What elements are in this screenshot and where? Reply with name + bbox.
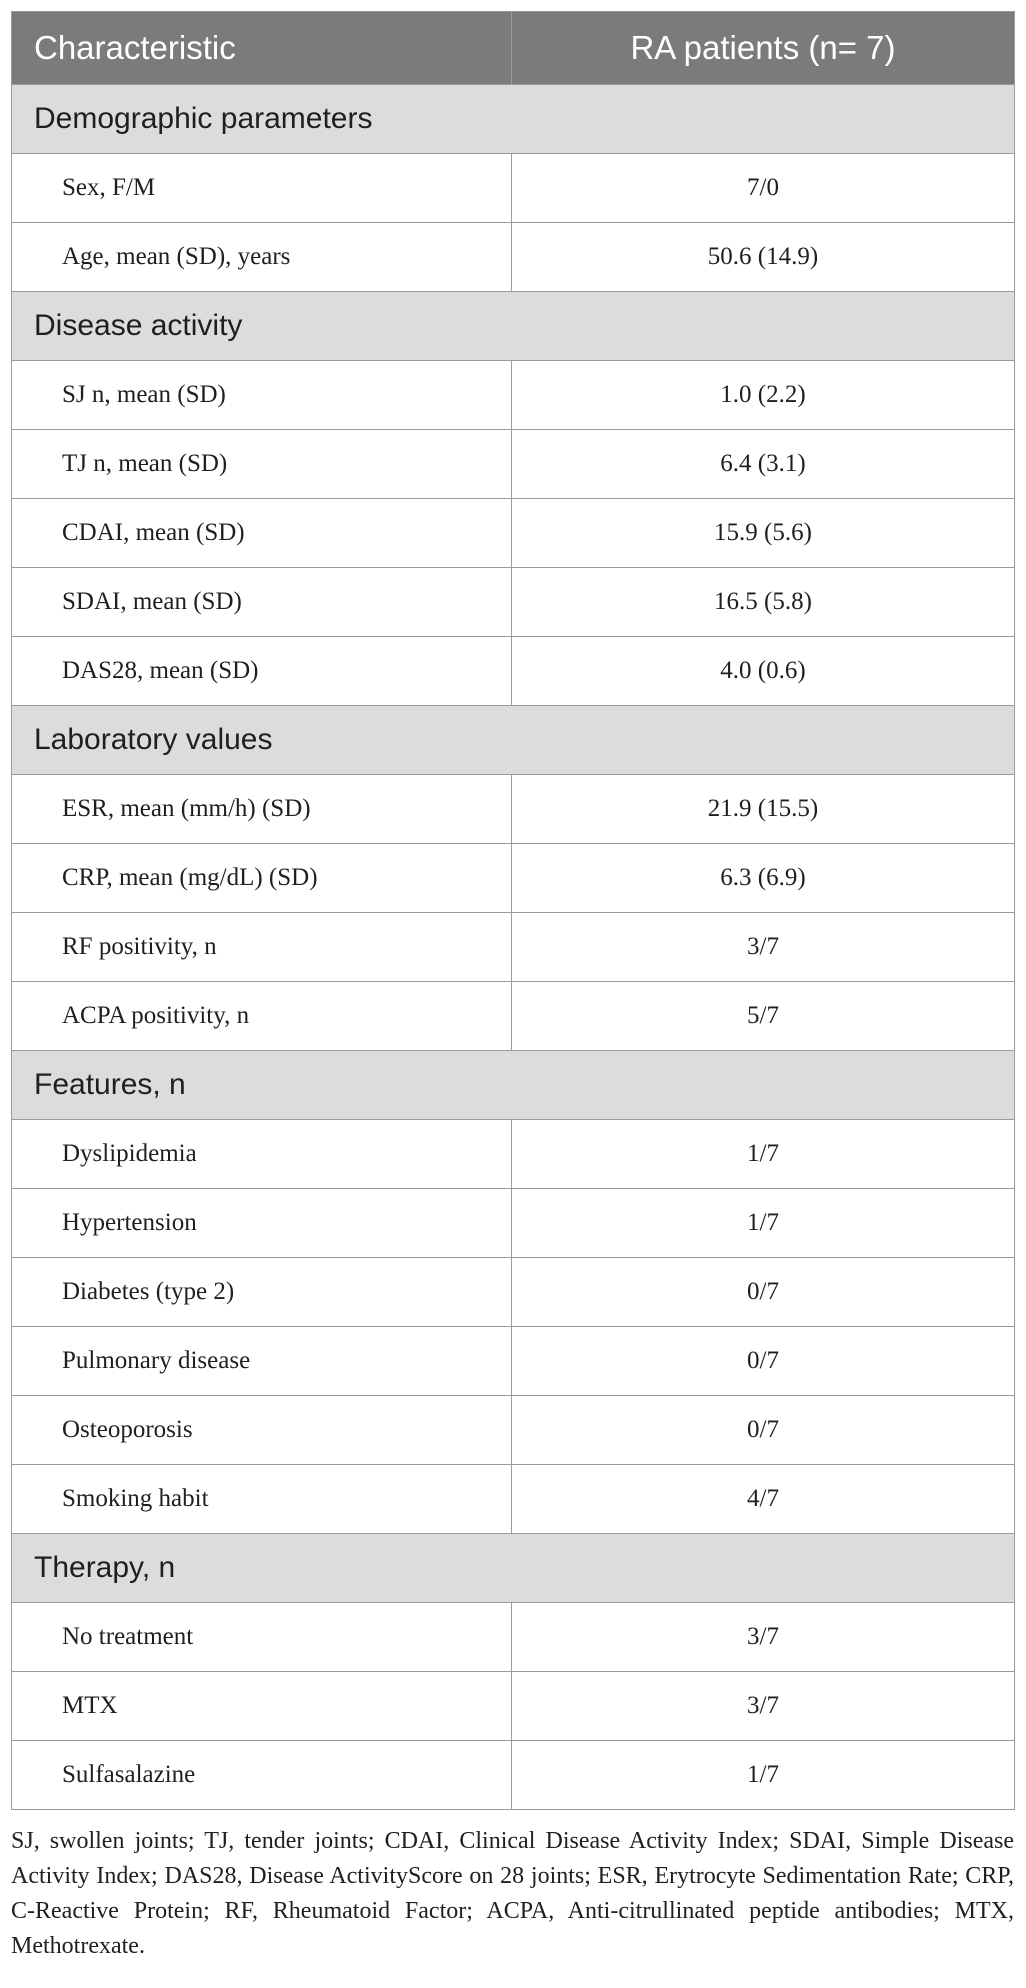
table-row: [12, 499, 1015, 568]
row-value: 1/7: [512, 1741, 1015, 1810]
row-label: No treatment: [12, 1603, 512, 1672]
table-row: [12, 1396, 1015, 1465]
row-value: 16.5 (5.8): [512, 568, 1015, 637]
section-row: [12, 1534, 1015, 1603]
table-row: [12, 430, 1015, 499]
row-value: 15.9 (5.6): [512, 499, 1015, 568]
table-header: [12, 12, 1015, 85]
row-value: 3/7: [512, 1672, 1015, 1741]
table-row: [12, 361, 1015, 430]
row-label: SDAI, mean (SD): [12, 568, 512, 637]
row-value: 0/7: [512, 1258, 1015, 1327]
table-row: [12, 1465, 1015, 1534]
section-title: Features, n: [12, 1051, 1015, 1120]
table-row: [12, 223, 1015, 292]
row-label: Diabetes (type 2): [12, 1258, 512, 1327]
row-value: 4/7: [512, 1465, 1015, 1534]
row-label: Sulfasalazine: [12, 1741, 512, 1810]
header-row: [12, 12, 1015, 85]
table-row: [12, 1258, 1015, 1327]
section-row: [12, 706, 1015, 775]
row-label: ESR, mean (mm/h) (SD): [12, 775, 512, 844]
table-row: [12, 775, 1015, 844]
row-value: 4.0 (0.6): [512, 637, 1015, 706]
table-row: [12, 1672, 1015, 1741]
table-footnote: SJ, swollen joints; TJ, tender joints; CDAI, Clinical Disease Activity Index; SDAI, Simple Disease Activity Index; DAS28, Disease ActivityScore on 28 joints; ESR, Erytrocyte Sedimentation Rate; CRP, C-Reactive Protein; RF, Rheumatoid Factor; ACPA, Anti-citrullinated peptide antibodies; MTX, Methotrexate.: [11, 1828, 1014, 1959]
row-label: Hypertension: [12, 1189, 512, 1258]
row-value: 6.3 (6.9): [512, 844, 1015, 913]
row-label: RF positivity, n: [12, 913, 512, 982]
characteristics-table: [11, 11, 1015, 1810]
row-label: Sex, F/M: [12, 154, 512, 223]
section-title: Laboratory values: [12, 706, 1015, 775]
row-label: Osteoporosis: [12, 1396, 512, 1465]
document-page: [11, 11, 1014, 1988]
table-row: [12, 1741, 1015, 1810]
row-label: Pulmonary disease: [12, 1327, 512, 1396]
row-label: TJ n, mean (SD): [12, 430, 512, 499]
row-value: 5/7: [512, 982, 1015, 1051]
header-ra-patients: RA patients (n= 7): [512, 12, 1015, 85]
row-value: 3/7: [512, 913, 1015, 982]
row-value: 6.4 (3.1): [512, 430, 1015, 499]
table-row: [12, 913, 1015, 982]
table-row: [12, 982, 1015, 1051]
table-row: [12, 154, 1015, 223]
table-row: [12, 844, 1015, 913]
row-label: Dyslipidemia: [12, 1120, 512, 1189]
header-characteristic: Characteristic: [12, 12, 512, 85]
section-title: Therapy, n: [12, 1534, 1015, 1603]
section-row: [12, 1051, 1015, 1120]
row-value: 50.6 (14.9): [512, 223, 1015, 292]
row-label: DAS28, mean (SD): [12, 637, 512, 706]
row-label: SJ n, mean (SD): [12, 361, 512, 430]
row-label: ACPA positivity, n: [12, 982, 512, 1051]
table-row: [12, 1327, 1015, 1396]
table-row: [12, 1189, 1015, 1258]
table-row: [12, 637, 1015, 706]
row-value: 7/0: [512, 154, 1015, 223]
table-body: [12, 85, 1015, 1810]
row-label: MTX: [12, 1672, 512, 1741]
row-value: 1/7: [512, 1189, 1015, 1258]
row-value: 21.9 (15.5): [512, 775, 1015, 844]
row-value: 0/7: [512, 1327, 1015, 1396]
section-title: Demographic parameters: [12, 85, 1015, 154]
section-row: [12, 292, 1015, 361]
row-value: 3/7: [512, 1603, 1015, 1672]
table-row: [12, 568, 1015, 637]
section-title: Disease activity: [12, 292, 1015, 361]
row-value: 0/7: [512, 1396, 1015, 1465]
table-row: [12, 1603, 1015, 1672]
row-value: 1.0 (2.2): [512, 361, 1015, 430]
row-label: CRP, mean (mg/dL) (SD): [12, 844, 512, 913]
row-label: CDAI, mean (SD): [12, 499, 512, 568]
row-label: Smoking habit: [12, 1465, 512, 1534]
row-value: 1/7: [512, 1120, 1015, 1189]
row-label: Age, mean (SD), years: [12, 223, 512, 292]
section-row: [12, 85, 1015, 154]
table-row: [12, 1120, 1015, 1189]
